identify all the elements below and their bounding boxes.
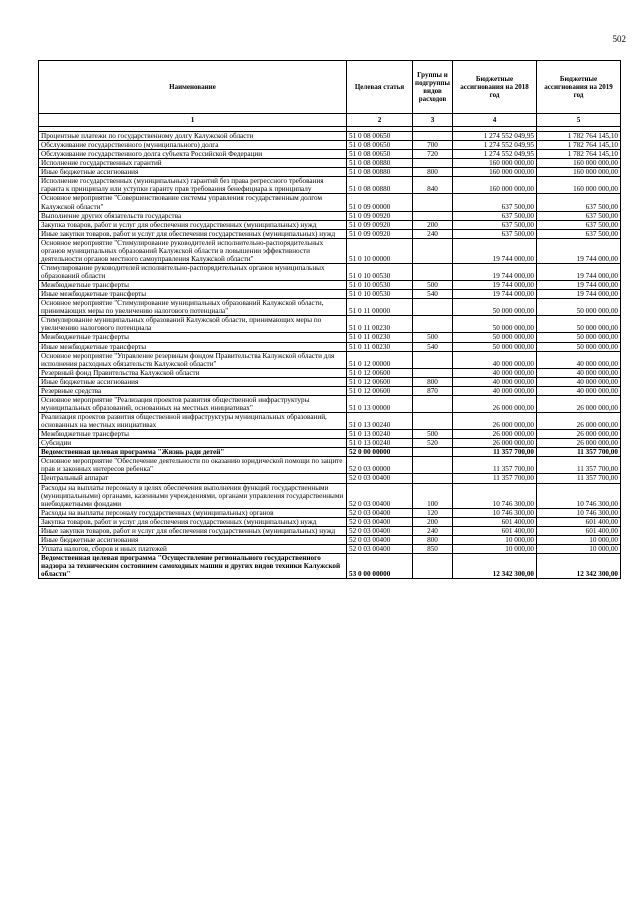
table-row: [39, 220, 621, 229]
expense-group-cell: [413, 448, 453, 457]
expense-group-cell: [413, 211, 453, 220]
target-article-cell: 51 0 12 00600: [347, 368, 413, 377]
row-name-cell: Основное мероприятие "Стимулирование муниципальных образований Калужской области, принимающих меры по увеличению налогового потенциала": [39, 299, 347, 316]
target-article-cell: 52 0 03 00400: [347, 526, 413, 535]
expense-group-cell: [413, 368, 453, 377]
amount-2018-cell: 40 000 000,00: [453, 351, 537, 368]
table-row: [39, 535, 621, 544]
target-article-cell: 51 0 10 00000: [347, 238, 413, 263]
amount-2019-cell: 637 500,00: [537, 220, 621, 229]
header-2019: Бюджетные ассигнования на 2019 год: [537, 61, 621, 114]
amount-2019-cell: 1 782 764 145,10: [537, 141, 621, 150]
row-name-cell: Иные бюджетные ассигнования: [39, 168, 347, 177]
amount-2019-cell: 19 744 000,00: [537, 263, 621, 280]
amount-2019-cell: 19 744 000,00: [537, 290, 621, 299]
amount-2019-cell: 40 000 000,00: [537, 386, 621, 395]
row-name-cell: Иные закупки товаров, работ и услуг для обеспечения государственных (муниципальных) нужд: [39, 526, 347, 535]
row-name-cell: Закупка товаров, работ и услуг для обеспечения государственных (муниципальных) нужд: [39, 220, 347, 229]
table-row: [39, 238, 621, 263]
table-row: [39, 150, 621, 159]
row-name-cell: Основное мероприятие "Совершенствование системы управления государственным долгом Калужской области": [39, 194, 347, 211]
expense-group-cell: 100: [413, 483, 453, 508]
expense-group-cell: 840: [413, 177, 453, 194]
table-row: [39, 263, 621, 280]
table-row: [39, 413, 621, 430]
target-article-cell: 51 0 12 00000: [347, 351, 413, 368]
budget-table: [38, 60, 621, 579]
row-name-cell: Иные закупки товаров, работ и услуг для обеспечения государственных (муниципальных) нужд: [39, 229, 347, 238]
table-row: [39, 177, 621, 194]
table-row: [39, 544, 621, 553]
table-row: [39, 281, 621, 290]
table-row: [39, 430, 621, 439]
target-article-cell: 52 0 03 00400: [347, 483, 413, 508]
row-name-cell: Исполнение государственных (муниципальных) гарантий без права регрессного требования гаранта к принципалу или уступки гаранту прав требования бенефициара к принципалу: [39, 177, 347, 194]
table-body: [39, 132, 621, 579]
table-row: [39, 448, 621, 457]
amount-2019-cell: 601 400,00: [537, 517, 621, 526]
amount-2018-cell: 40 000 000,00: [453, 368, 537, 377]
row-name-cell: Основное мероприятие "Реализация проектов развития общественной инфраструктуры муниципальных образований, основанных на местных инициативах": [39, 395, 347, 412]
expense-group-cell: 500: [413, 281, 453, 290]
amount-2019-cell: 10 000,00: [537, 544, 621, 553]
amount-2019-cell: 637 500,00: [537, 194, 621, 211]
target-article-cell: 51 0 10 00530: [347, 263, 413, 280]
expense-group-cell: 700: [413, 141, 453, 150]
table-row: [39, 194, 621, 211]
target-article-cell: 51 0 13 00240: [347, 413, 413, 430]
amount-2018-cell: 50 000 000,00: [453, 316, 537, 333]
amount-2018-cell: 637 500,00: [453, 229, 537, 238]
target-article-cell: 51 0 08 00650: [347, 141, 413, 150]
target-article-cell: 52 0 00 00000: [347, 448, 413, 457]
target-article-cell: 51 0 11 00230: [347, 342, 413, 351]
table-row: [39, 517, 621, 526]
amount-2019-cell: 11 357 700,00: [537, 448, 621, 457]
target-article-cell: 52 0 03 00000: [347, 457, 413, 474]
amount-2018-cell: 26 000 000,00: [453, 439, 537, 448]
table-row: [39, 316, 621, 333]
row-name-cell: Расходы на выплаты персоналу в целях обеспечения выполнения функций государственными (муниципальными) органами, казенными учреждениями, органами управления государственными внебюджетными фондами: [39, 483, 347, 508]
amount-2019-cell: 1 782 764 145,10: [537, 150, 621, 159]
table-header-row: [39, 61, 621, 114]
amount-2018-cell: 50 000 000,00: [453, 342, 537, 351]
table-row: [39, 474, 621, 483]
row-name-cell: Обслуживание государственного (муниципального) долга: [39, 141, 347, 150]
amount-2018-cell: 26 000 000,00: [453, 413, 537, 430]
amount-2018-cell: 10 746 300,00: [453, 483, 537, 508]
amount-2018-cell: 1 274 552 049,95: [453, 150, 537, 159]
row-name-cell: Ведомственная целевая программа "Жизнь ради детей": [39, 448, 347, 457]
table-row: [39, 351, 621, 368]
amount-2018-cell: 1 274 552 049,95: [453, 141, 537, 150]
table-row: [39, 141, 621, 150]
amount-2018-cell: 10 000,00: [453, 544, 537, 553]
amount-2018-cell: 19 744 000,00: [453, 263, 537, 280]
expense-group-cell: 800: [413, 535, 453, 544]
amount-2019-cell: 10 000,00: [537, 535, 621, 544]
expense-group-cell: [413, 263, 453, 280]
target-article-cell: 52 0 03 00400: [347, 508, 413, 517]
amount-2019-cell: 160 000 000,00: [537, 177, 621, 194]
amount-2018-cell: 637 500,00: [453, 194, 537, 211]
amount-2018-cell: 11 357 700,00: [453, 457, 537, 474]
column-number: 4: [453, 114, 537, 127]
target-article-cell: 51 0 08 00880: [347, 159, 413, 168]
table-row: [39, 229, 621, 238]
table-row: [39, 483, 621, 508]
column-number: 5: [537, 114, 621, 127]
table-row: [39, 132, 621, 141]
target-article-cell: 51 0 08 00880: [347, 177, 413, 194]
target-article-cell: 52 0 03 00400: [347, 535, 413, 544]
column-number: 2: [347, 114, 413, 127]
target-article-cell: 51 0 08 00650: [347, 132, 413, 141]
expense-group-cell: [413, 395, 453, 412]
page-number: 502: [612, 34, 626, 44]
table-row: [39, 508, 621, 517]
amount-2019-cell: 12 342 300,00: [537, 554, 621, 579]
amount-2018-cell: 19 744 000,00: [453, 238, 537, 263]
row-name-cell: Стимулирование руководителей исполнительно-распорядительных органов муниципальных образований области: [39, 263, 347, 280]
amount-2019-cell: 19 744 000,00: [537, 281, 621, 290]
expense-group-cell: 850: [413, 544, 453, 553]
target-article-cell: 51 0 12 00600: [347, 377, 413, 386]
table-row: [39, 299, 621, 316]
expense-group-cell: 870: [413, 386, 453, 395]
amount-2019-cell: 26 000 000,00: [537, 413, 621, 430]
row-name-cell: Межбюджетные трансферты: [39, 281, 347, 290]
row-name-cell: Исполнение государственных гарантий: [39, 159, 347, 168]
expense-group-cell: 520: [413, 439, 453, 448]
target-article-cell: 51 0 09 00920: [347, 220, 413, 229]
table-row: [39, 457, 621, 474]
table-row: [39, 395, 621, 412]
amount-2019-cell: 11 357 700,00: [537, 457, 621, 474]
row-name-cell: Закупка товаров, работ и услуг для обеспечения государственных (муниципальных) нужд: [39, 517, 347, 526]
table-row: [39, 290, 621, 299]
amount-2018-cell: 11 357 700,00: [453, 474, 537, 483]
expense-group-cell: 200: [413, 220, 453, 229]
expense-group-cell: [413, 132, 453, 141]
amount-2019-cell: 160 000 000,00: [537, 168, 621, 177]
table-row: [39, 386, 621, 395]
row-name-cell: Стимулирование муниципальных образований Калужской области, принимающих меры по увеличению налогового потенциала: [39, 316, 347, 333]
row-name-cell: Процентные платежи по государственному долгу Калужской области: [39, 132, 347, 141]
amount-2019-cell: 10 746 300,00: [537, 483, 621, 508]
expense-group-cell: 540: [413, 342, 453, 351]
header-name: Наименование: [39, 61, 347, 114]
amount-2018-cell: 10 746 300,00: [453, 508, 537, 517]
target-article-cell: 51 0 11 00230: [347, 333, 413, 342]
amount-2018-cell: 50 000 000,00: [453, 333, 537, 342]
amount-2018-cell: 160 000 000,00: [453, 168, 537, 177]
target-article-cell: 51 0 10 00530: [347, 290, 413, 299]
amount-2019-cell: 50 000 000,00: [537, 342, 621, 351]
amount-2019-cell: 50 000 000,00: [537, 316, 621, 333]
amount-2018-cell: 40 000 000,00: [453, 377, 537, 386]
expense-group-cell: 500: [413, 430, 453, 439]
target-article-cell: 51 0 13 00240: [347, 439, 413, 448]
amount-2019-cell: 26 000 000,00: [537, 395, 621, 412]
amount-2019-cell: 1 782 764 145,10: [537, 132, 621, 141]
amount-2019-cell: 40 000 000,00: [537, 351, 621, 368]
row-name-cell: Расходы на выплаты персоналу государственных (муниципальных) органов: [39, 508, 347, 517]
expense-group-cell: 540: [413, 290, 453, 299]
row-name-cell: Основное мероприятие "Управление резервным фондом Правительства Калужской области для исполнения расходных обязательств Калужской области": [39, 351, 347, 368]
target-article-cell: 51 0 13 00240: [347, 430, 413, 439]
amount-2019-cell: 11 357 700,00: [537, 474, 621, 483]
table-row: [39, 526, 621, 535]
amount-2019-cell: 160 000 000,00: [537, 159, 621, 168]
amount-2019-cell: 50 000 000,00: [537, 333, 621, 342]
target-article-cell: 51 0 11 00000: [347, 299, 413, 316]
row-name-cell: Иные бюджетные ассигнования: [39, 535, 347, 544]
amount-2019-cell: 601 400,00: [537, 526, 621, 535]
amount-2019-cell: 26 000 000,00: [537, 430, 621, 439]
expense-group-cell: 800: [413, 377, 453, 386]
amount-2018-cell: 160 000 000,00: [453, 159, 537, 168]
amount-2018-cell: 11 357 700,00: [453, 448, 537, 457]
amount-2018-cell: 637 500,00: [453, 211, 537, 220]
amount-2019-cell: 637 500,00: [537, 211, 621, 220]
target-article-cell: 51 0 08 00650: [347, 150, 413, 159]
expense-group-cell: 120: [413, 508, 453, 517]
expense-group-cell: [413, 474, 453, 483]
expense-group-cell: [413, 238, 453, 263]
row-name-cell: Иные межбюджетные трансферты: [39, 290, 347, 299]
target-article-cell: 51 0 10 00530: [347, 281, 413, 290]
target-article-cell: 52 0 03 00400: [347, 544, 413, 553]
expense-group-cell: 720: [413, 150, 453, 159]
target-article-cell: 51 0 11 00230: [347, 316, 413, 333]
row-name-cell: Уплата налогов, сборов и иных платежей: [39, 544, 347, 553]
amount-2018-cell: 26 000 000,00: [453, 395, 537, 412]
amount-2019-cell: 637 500,00: [537, 229, 621, 238]
table-row: [39, 377, 621, 386]
table-row: [39, 159, 621, 168]
expense-group-cell: [413, 159, 453, 168]
amount-2019-cell: 40 000 000,00: [537, 368, 621, 377]
amount-2018-cell: 160 000 000,00: [453, 177, 537, 194]
table-row: [39, 333, 621, 342]
expense-group-cell: [413, 457, 453, 474]
expense-group-cell: [413, 413, 453, 430]
row-name-cell: Реализация проектов развития общественной инфраструктуры муниципальных образований, основанных на местных инициативах: [39, 413, 347, 430]
target-article-cell: 52 0 03 00400: [347, 517, 413, 526]
row-name-cell: Иные межбюджетные трансферты: [39, 342, 347, 351]
amount-2018-cell: 637 500,00: [453, 220, 537, 229]
expense-group-cell: 240: [413, 526, 453, 535]
row-name-cell: Иные бюджетные ассигнования: [39, 377, 347, 386]
expense-group-cell: [413, 554, 453, 579]
row-name-cell: Обслуживание государственного долга субъекта Российской Федерации: [39, 150, 347, 159]
target-article-cell: 52 0 03 00400: [347, 474, 413, 483]
expense-group-cell: [413, 316, 453, 333]
expense-group-cell: 500: [413, 333, 453, 342]
row-name-cell: Резервный фонд Правительства Калужской области: [39, 368, 347, 377]
column-number: 3: [413, 114, 453, 127]
target-article-cell: 51 0 13 00000: [347, 395, 413, 412]
header-expense-group: Группы и подгруппы видов расходов: [413, 61, 453, 114]
row-name-cell: Выполнение других обязательств государства: [39, 211, 347, 220]
amount-2018-cell: 1 274 552 049,95: [453, 132, 537, 141]
amount-2018-cell: 50 000 000,00: [453, 299, 537, 316]
header-target-article: Целевая статья: [347, 61, 413, 114]
amount-2019-cell: 10 746 300,00: [537, 508, 621, 517]
table-row: [39, 439, 621, 448]
table-row: [39, 211, 621, 220]
amount-2018-cell: 40 000 000,00: [453, 386, 537, 395]
table-row: [39, 368, 621, 377]
amount-2019-cell: 40 000 000,00: [537, 377, 621, 386]
row-name-cell: Субсидии: [39, 439, 347, 448]
row-name-cell: Межбюджетные трансферты: [39, 333, 347, 342]
amount-2019-cell: 19 744 000,00: [537, 238, 621, 263]
amount-2018-cell: 26 000 000,00: [453, 430, 537, 439]
table-row: [39, 168, 621, 177]
row-name-cell: Межбюджетные трансферты: [39, 430, 347, 439]
row-name-cell: Основное мероприятие "Стимулирование руководителей исполнительно-распорядительных органов муниципальных образований Калужской области в повышении эффективности деятельности органов местного самоуправления Калужской области": [39, 238, 347, 263]
amount-2018-cell: 12 342 300,00: [453, 554, 537, 579]
target-article-cell: 53 0 00 00000: [347, 554, 413, 579]
row-name-cell: Резервные средства: [39, 386, 347, 395]
row-name-cell: Основное мероприятие "Обеспечение деятельности по оказанию юридической помощи по защите прав и законных интересов ребенка": [39, 457, 347, 474]
expense-group-cell: [413, 194, 453, 211]
target-article-cell: 51 0 08 00880: [347, 168, 413, 177]
target-article-cell: 51 0 12 00600: [347, 386, 413, 395]
amount-2018-cell: 601 400,00: [453, 526, 537, 535]
target-article-cell: 51 0 09 00920: [347, 229, 413, 238]
row-name-cell: Центральный аппарат: [39, 474, 347, 483]
amount-2019-cell: 50 000 000,00: [537, 299, 621, 316]
target-article-cell: 51 0 09 00000: [347, 194, 413, 211]
column-number-row: [39, 114, 621, 127]
amount-2019-cell: 26 000 000,00: [537, 439, 621, 448]
table-row: [39, 554, 621, 579]
amount-2018-cell: 19 744 000,00: [453, 290, 537, 299]
header-2018: Бюджетные ассигнования на 2018 год: [453, 61, 537, 114]
amount-2018-cell: 601 400,00: [453, 517, 537, 526]
expense-group-cell: 200: [413, 517, 453, 526]
row-name-cell: Ведомственная целевая программа "Осуществление регионального государственного надзора за техническим состоянием самоходных машин и других видов техники Калужской области": [39, 554, 347, 579]
expense-group-cell: [413, 299, 453, 316]
amount-2018-cell: 10 000,00: [453, 535, 537, 544]
expense-group-cell: [413, 351, 453, 368]
amount-2018-cell: 19 744 000,00: [453, 281, 537, 290]
expense-group-cell: 240: [413, 229, 453, 238]
table-row: [39, 342, 621, 351]
column-number: 1: [39, 114, 347, 127]
expense-group-cell: 800: [413, 168, 453, 177]
target-article-cell: 51 0 09 00920: [347, 211, 413, 220]
